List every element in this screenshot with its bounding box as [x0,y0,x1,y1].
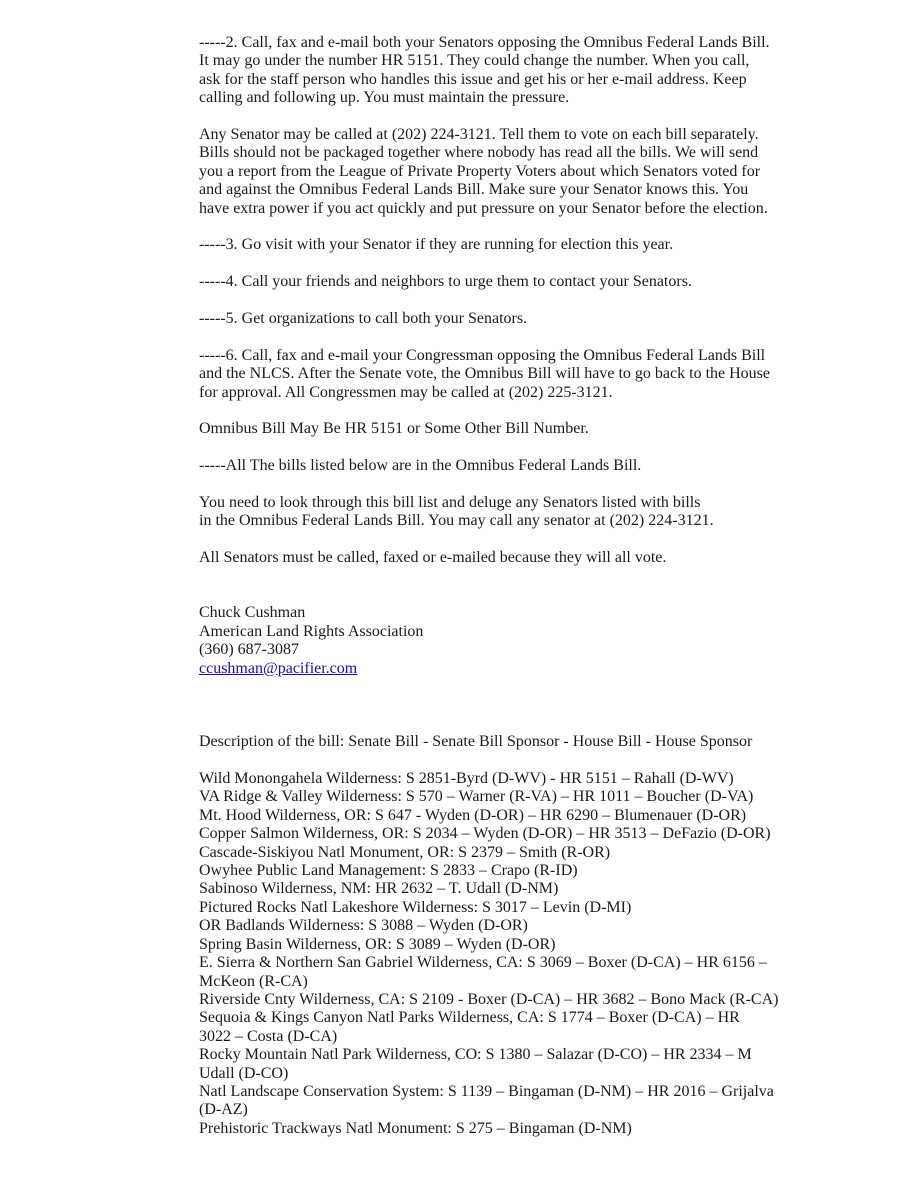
bill-list-header: Description of the bill: Senate Bill - Senate Bill Sponsor - House Bill - House Sponsor [199,733,753,751]
bill-list-item: Rocky Mountain Natl Park Wilderness, CO: S 1380 – Salazar (D-CO) – HR 2334 – M Udall (D-CO) [199,1046,752,1082]
paragraph-all-senators: All Senators must be called, faxed or e-mailed because they will all vote. [199,549,667,567]
bill-list-item: Pictured Rocks Natl Lakeshore Wilderness: S 3017 – Levin (D-MI) [199,898,632,916]
bill-list-item: Sabinoso Wilderness, NM: HR 2632 – T. Udall (D-NM) [199,880,559,898]
paragraph-step-3: -----3. Go visit with your Senator if they are running for election this year. [199,236,674,254]
paragraph-step-2: -----2. Call, fax and e-mail both your Senators opposing the Omnibus Federal Lands Bill. It may go under the number HR 5151. They could change the number. When you call, ask for the staff person who handles this issue and get his or her e-mail address. Keep calling and following up. You must maintain the pressure. [199,34,770,107]
bill-list-item: VA Ridge & Valley Wilderness: S 570 – Warner (R-VA) – HR 1011 – Boucher (D-VA) [199,788,754,806]
paragraph-bills-listed: -----All The bills listed below are in the Omnibus Federal Lands Bill. [199,457,642,475]
bill-list-item: Owyhee Public Land Management: S 2833 – Crapo (R-ID) [199,862,578,880]
bill-list-item: Sequoia & Kings Canyon Natl Parks Wilderness, CA: S 1774 – Boxer (D-CA) – HR 3022 – Costa (D-CA) [199,1009,740,1045]
bill-list-item: Riverside Cnty Wilderness, CA: S 2109 - Boxer (D-CA) – HR 3682 – Bono Mack (R-CA) [199,990,779,1008]
bill-list-item: Spring Basin Wilderness, OR: S 3089 – Wyden (D-OR) [199,935,556,953]
paragraph-step-6: -----6. Call, fax and e-mail your Congressman opposing the Omnibus Federal Lands Bill and the NLCS. After the Senate vote, the Omnibus Bill will have to go back to the House for approval. All Congressmen may be called at (202) 225-3121. [199,346,771,401]
signature-phone: (360) 687-3087 [199,641,299,659]
bill-list-item: Wild Monongahela Wilderness: S 2851-Byrd (D-WV) - HR 5151 – Rahall (D-WV) [199,770,734,788]
signature-block [199,604,889,678]
paragraph-deluge-senators: You need to look through this bill list and deluge any Senators listed with bills in the Omnibus Federal Lands Bill. You may call any senator at (202) 224-3121. [199,494,714,530]
document-page [199,34,889,1138]
bill-list-item: Natl Landscape Conservation System: S 1139 – Bingaman (D-NM) – HR 2016 – Grijalva (D-AZ) [199,1082,774,1119]
bill-list-item: Copper Salmon Wilderness, OR: S 2034 – Wyden (D-OR) – HR 3513 – DeFazio (D-OR) [199,825,771,843]
signature-email-link[interactable]: ccushman@pacifier.com [199,659,358,677]
bill-list-item: Mt. Hood Wilderness, OR: S 647 - Wyden (D-OR) – HR 6290 – Blumenauer (D-OR) [199,806,747,824]
bill-list [199,770,889,1138]
paragraph-step-4: -----4. Call your friends and neighbors to urge them to contact your Senators. [199,273,692,291]
spacer [199,678,889,733]
signature-organization: American Land Rights Association [199,622,424,640]
signature-name: Chuck Cushman [199,604,306,622]
spacer [199,586,889,604]
bill-list-item: Prehistoric Trackways Natl Monument: S 275 – Bingaman (D-NM) [199,1119,632,1137]
paragraph-senator-phone: Any Senator may be called at (202) 224-3121. Tell them to vote on each bill separately. Bills should not be packaged together where nobody has read all the bills. We will send you a report from the League of Private Property Voters about which Senators voted for and against the Omnibus Federal Lands Bill. Make sure your Senator knows this. You have extra power if you act quickly and put pressure on your Senator before the election. [199,126,768,217]
paragraph-bill-number: Omnibus Bill May Be HR 5151 or Some Other Bill Number. [199,420,589,438]
paragraph-step-5: -----5. Get organizations to call both your Senators. [199,310,528,328]
bill-list-item: E. Sierra & Northern San Gabriel Wilderness, CA: S 3069 – Boxer (D-CA) – HR 6156 – McKeon (R-CA) [199,954,767,990]
bill-list-item: Cascade-Siskiyou Natl Monument, OR: S 2379 – Smith (R-OR) [199,843,611,861]
bill-list-item: OR Badlands Wilderness: S 3088 – Wyden (D-OR) [199,917,528,935]
